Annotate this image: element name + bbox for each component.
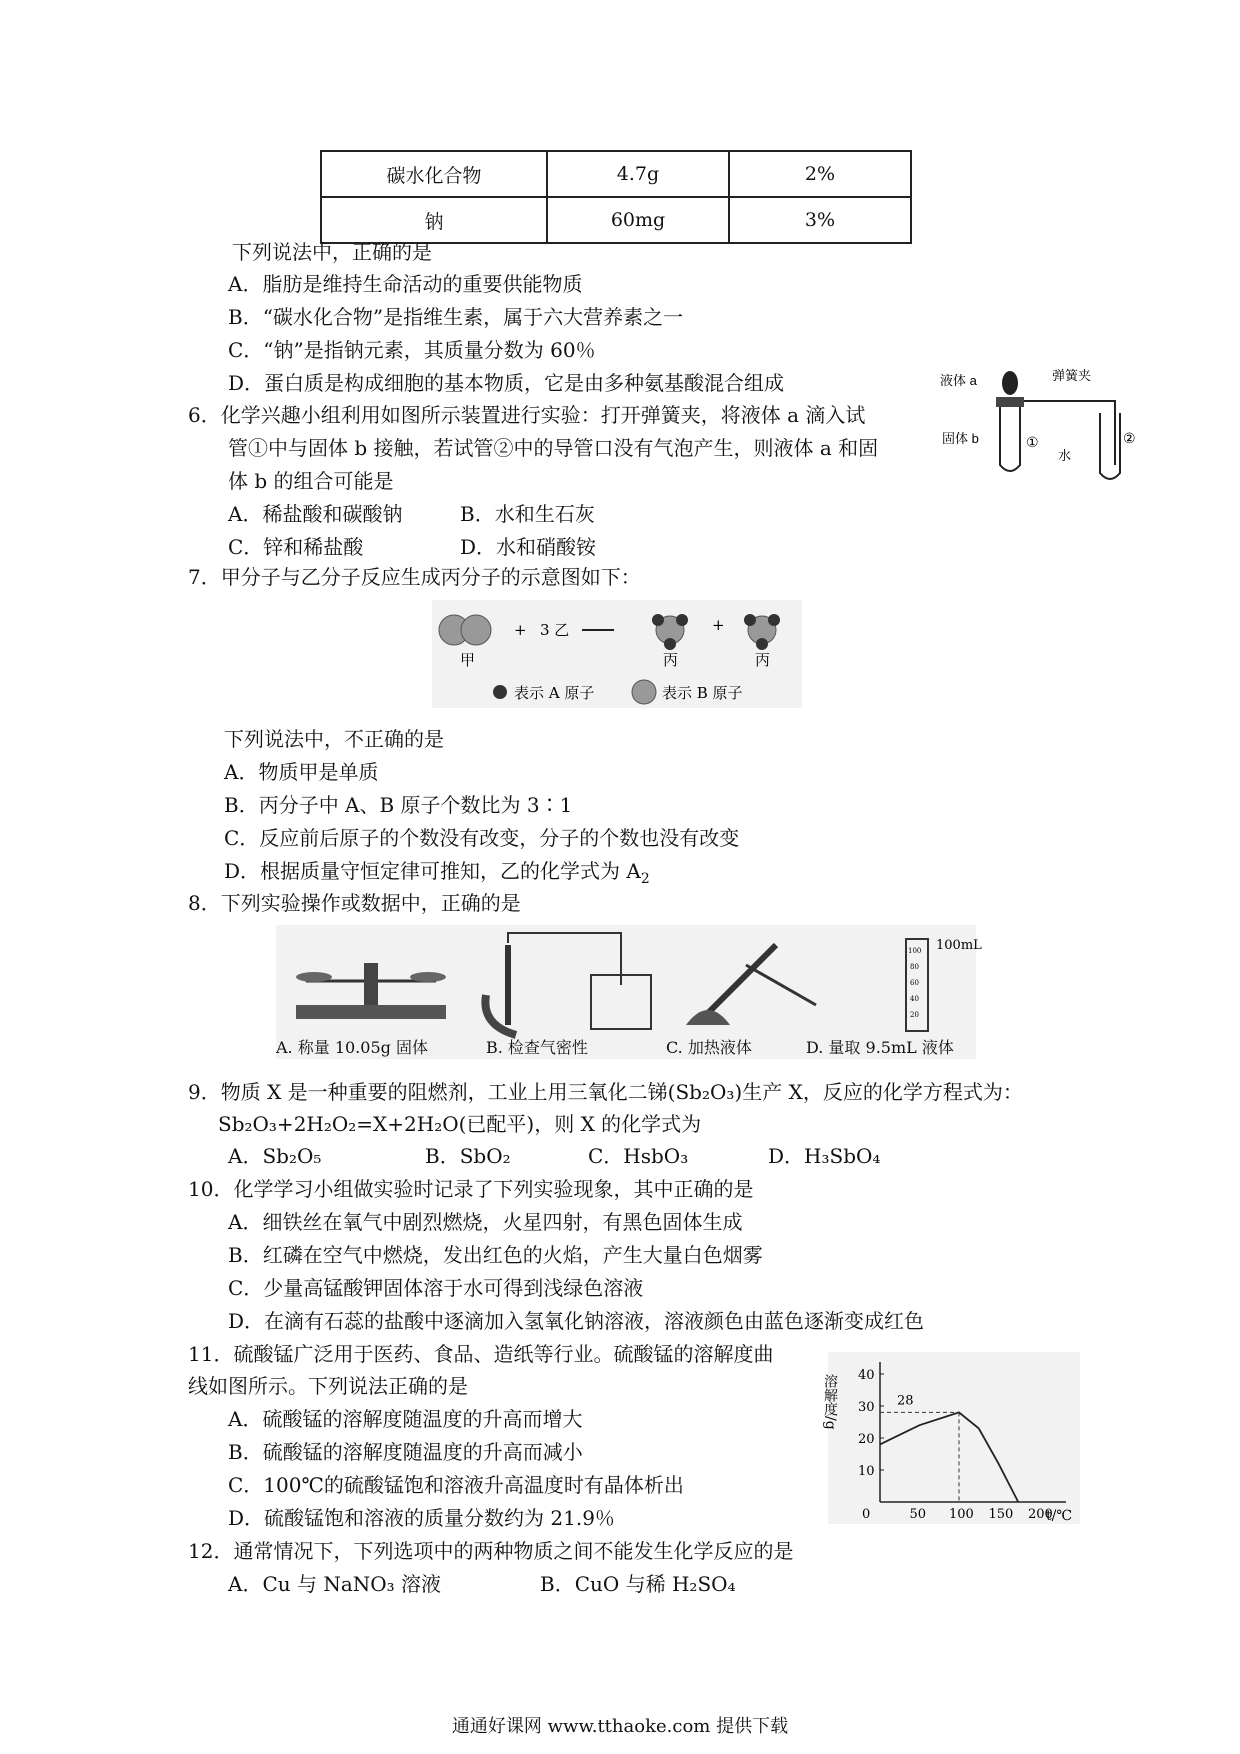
caption-b: B. 检查气密性 [486, 1038, 588, 1057]
legend-b-label: 表示 B 原子 [662, 684, 743, 702]
q5-option-b: B．“碳水化合物”是指维生素，属于六大营养素之一 [228, 305, 684, 329]
caption-d: D. 量取 9.5mL 液体 [806, 1038, 954, 1057]
glass-tube [508, 933, 621, 985]
q12-option-a: A．Cu 与 NaNO₃ 溶液 [228, 1572, 442, 1596]
q6-option-a: A．稀盐酸和碳酸钠 [228, 502, 403, 526]
hand [485, 995, 516, 1035]
x-tick-label: 200 [1028, 1507, 1053, 1522]
tube-1-label: ① [1026, 435, 1039, 451]
q5-option-a: A．脂肪是维持生命活动的重要供能物质 [228, 272, 583, 296]
q8-stem: 8．下列实验操作或数据中，正确的是 [188, 891, 521, 915]
q10-option-d: D．在滴有石蕊的盐酸中逐滴加入氢氧化钠溶液，溶液颜色由蓝色逐渐变成红色 [228, 1309, 925, 1333]
table-cell: 钠 [321, 197, 547, 243]
q6-option-b: B．水和生石灰 [460, 502, 595, 526]
bing-label-2: 丙 [755, 651, 771, 669]
tube-holder [746, 965, 816, 1005]
x-axis-label: t/℃ [1046, 1508, 1073, 1524]
q7-option-b: B．丙分子中 A、B 原子个数比为 3∶1 [224, 793, 573, 817]
q9-option-a: A．Sb₂O₅ [228, 1144, 322, 1168]
q5-stem: 下列说法中，正确的是 [232, 240, 432, 264]
a-atom [652, 614, 664, 626]
balance-pan [410, 972, 446, 982]
table-cell: 碳水化合物 [321, 151, 547, 197]
q7-sub: 下列说法中，不正确的是 [224, 727, 444, 751]
q11-line1: 11．硫酸锰广泛用于医药、食品、造纸等行业。硫酸锰的溶解度曲 [188, 1342, 774, 1366]
cylinder-tick: 20 [910, 1011, 919, 1019]
q6-option-c: C．锌和稀盐酸 [228, 535, 364, 559]
a-atom [676, 614, 688, 626]
q7-option-d-sub: 2 [640, 871, 650, 887]
q5-option-c: C．“钠”是指钠元素，其质量分数为 60％ [228, 338, 596, 362]
cylinder-tick: 80 [910, 963, 919, 971]
x-tick-label: 150 [988, 1507, 1014, 1522]
q7-option-d [224, 859, 650, 889]
q9-line2: Sb₂O₃+2H₂O₂=X+2H₂O(已配平)，则 X 的化学式为 [218, 1112, 702, 1136]
stopper [996, 397, 1024, 407]
a-atom [744, 614, 756, 626]
a-atom [756, 638, 768, 650]
legend-a-label: 表示 A 原子 [514, 684, 595, 702]
test-tube-1 [1000, 407, 1020, 471]
a-atom [664, 638, 676, 650]
q10-option-c: C．少量高锰酸钾固体溶于水可得到浅绿色溶液 [228, 1276, 644, 1300]
caption-c: C. 加热液体 [666, 1038, 752, 1057]
bing-label-1: 丙 [663, 651, 679, 669]
q12-option-b: B．CuO 与稀 H₂SO₄ [540, 1572, 736, 1596]
y-tick-label: 30 [858, 1400, 875, 1415]
tube-2-label: ② [1123, 431, 1136, 447]
table-cell: 60mg [547, 197, 729, 243]
q10-stem: 10．化学学习小组做实验时记录了下列实验现象，其中正确的是 [188, 1177, 754, 1201]
solid-b-label: 固体 b [942, 431, 979, 446]
balance-base [296, 1005, 446, 1019]
q11-line2: 线如图所示。下列说法正确的是 [188, 1374, 468, 1398]
heated-test-tube [706, 945, 776, 1015]
q11-option-d: D．硫酸锰饱和溶液的质量分数约为 21.9％ [228, 1506, 615, 1530]
q6-line3: 体 b 的组合可能是 [228, 469, 394, 493]
q11-option-b: B．硫酸锰的溶解度随温度的升高而减小 [228, 1440, 583, 1464]
q11-option-a: A．硫酸锰的溶解度随温度的升高而增大 [228, 1407, 583, 1431]
y-axis-label: 溶解度/g [822, 1374, 838, 1430]
plus-sign-2: + [712, 616, 725, 634]
alcohol-lamp [686, 1010, 730, 1025]
q7-stem: 7．甲分子与乙分子反应生成丙分子的示意图如下： [188, 565, 641, 589]
balance-post [364, 963, 378, 1005]
nutrition-table [320, 150, 912, 244]
dropper-bulb [1002, 371, 1018, 395]
balance-pan [296, 972, 332, 982]
a-atom [768, 614, 780, 626]
table-row [321, 197, 911, 243]
footer: 通通好课网 www.tthaoke.com 提供下载 [451, 1716, 789, 1737]
q11-option-c: C．100℃的硫酸锰饱和溶液升高温度时有晶体析出 [228, 1473, 684, 1497]
x-tick-label: 100 [949, 1507, 974, 1522]
legend-b-atom [632, 680, 656, 704]
q9-option-b: B．SbO₂ [425, 1144, 511, 1168]
q6-line2: 管①中与固体 b 接触，若试管②中的导管口没有气泡产生，则液体 a 和固 [228, 436, 879, 460]
q9-line1: 9．物质 X 是一种重要的阻燃剂，工业上用三氧化二锑(Sb₂O₃)生产 X，反应的化学方程式为： [188, 1080, 1023, 1104]
cylinder-tick: 40 [910, 995, 919, 1003]
test-tube-2 [1100, 413, 1120, 479]
cylinder-tick: 60 [910, 979, 919, 987]
q6-option-d: D．水和硝酸铵 [460, 535, 597, 559]
annotation-label: 28 [897, 1393, 914, 1409]
jia-label: 甲 [460, 651, 476, 669]
q6-line1: 6．化学兴趣小组利用如图所示装置进行实验：打开弹簧夹，将液体 a 滴入试 [188, 403, 866, 427]
q7-option-c: C．反应前后原子的个数没有改变，分子的个数也没有改变 [224, 826, 740, 850]
table-cell: 4.7g [547, 151, 729, 197]
x-tick-label: 50 [909, 1507, 927, 1522]
q9-option-c: C．HsbO₃ [588, 1144, 689, 1168]
q12-stem: 12．通常情况下，下列选项中的两种物质之间不能发生化学反应的是 [188, 1539, 794, 1563]
q10-option-b: B．红磷在空气中燃烧，发出红色的火焰，产生大量白色烟雾 [228, 1243, 763, 1267]
liquid-a-label: 液体 a [940, 373, 977, 388]
y-tick-label: 10 [858, 1464, 875, 1479]
gas-apparatus-figure [940, 365, 1140, 485]
b-atom [461, 615, 491, 645]
table-cell: 2% [729, 151, 911, 197]
lab-operations-figure [276, 925, 982, 1059]
solubility-chart [822, 1352, 1080, 1524]
q7-option-d-text: D．根据质量守恒定律可推知，乙的化学式为 A [224, 859, 641, 883]
table-row [321, 151, 911, 197]
clip-label: 弹簧夹 [1052, 368, 1092, 383]
q9-option-d: D．H₃SbO₄ [768, 1144, 881, 1168]
plus-sign: + [514, 621, 527, 639]
three-yi-label: 3 乙 [540, 621, 570, 639]
q10-option-a: A．细铁丝在氧气中剧烈燃烧，火星四射，有黑色固体生成 [228, 1210, 743, 1234]
table-cell: 3% [729, 197, 911, 243]
cylinder-label: 100mL [936, 938, 982, 953]
caption-a: A. 称量 10.05g 固体 [276, 1038, 428, 1057]
x-tick-label: 0 [862, 1507, 871, 1522]
cylinder-tick: 100 [908, 947, 922, 955]
molecule-diagram [432, 600, 802, 708]
water-label: 水 [1058, 448, 1072, 463]
q5-option-d: D．蛋白质是构成细胞的基本物质，它是由多种氨基酸混合组成 [228, 371, 785, 395]
q7-option-a: A．物质甲是单质 [224, 760, 379, 784]
y-tick-label: 20 [858, 1432, 875, 1447]
legend-a-atom [493, 685, 507, 699]
y-tick-label: 40 [858, 1368, 875, 1383]
